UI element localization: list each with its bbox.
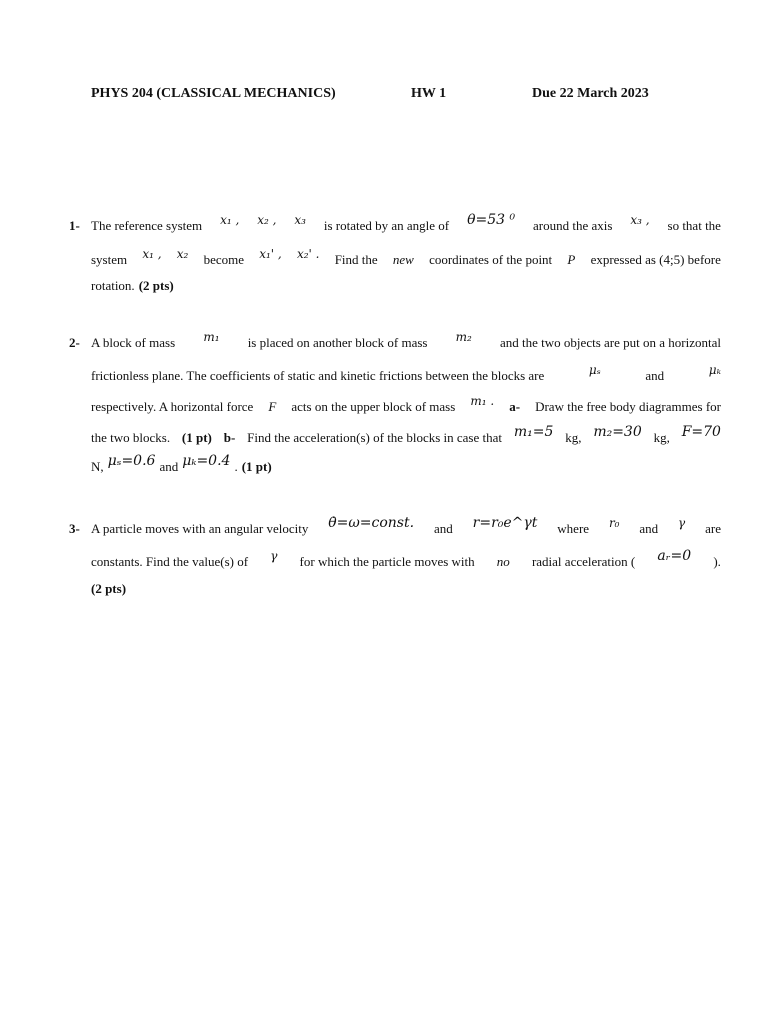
text: N, [91,459,104,474]
text: is rotated by an angle of [323,218,450,233]
text: where [557,521,590,536]
text-emphasis: new [392,252,414,267]
text: rotation. [91,278,135,293]
question-number: 2- [69,335,80,350]
math-gamma2: γ [270,549,278,563]
text: around the axis [533,218,613,233]
text-emphasis: F [268,399,277,414]
math-mu-s: μₛ [588,363,601,377]
header-course: PHYS 204 (CLASSICAL MECHANICS) [91,86,336,101]
math-x3: x₃ [294,213,306,227]
math-gamma: γ [678,516,686,530]
math-x2p: x₂' . [296,247,320,261]
text: is placed on another block of mass [247,335,428,350]
text: expressed as (4;5) before [590,252,721,267]
text: radial acceleration ( [531,554,636,569]
header-hw: HW 1 [411,86,447,101]
points: (1 pt) [241,459,272,474]
math-m1b: m₁ . [470,394,495,408]
text: and [645,368,665,383]
text: become [203,252,244,267]
text: and the two objects are put on a horizontal [500,335,721,350]
text: kg, [653,430,670,445]
math-ar: aᵣ=0 [657,548,692,564]
math-theta: θ=53 ⁰ [467,212,516,228]
math-x1: x₁ , [220,213,240,227]
text: ). [713,554,721,569]
text: A block of mass [91,335,176,350]
text: and [639,521,659,536]
question-2 [69,330,721,475]
text: constants. Find the value(s) of [91,554,249,569]
math-m1: m₁ [203,330,220,344]
math-x1b: x₁ , [142,247,162,261]
text: Find the [334,252,378,267]
points: (1 pt) [181,430,212,445]
math-m1-value: m₁=5 [513,424,554,440]
math-mu-k: μₖ [708,363,721,377]
math-mu-s-value: μₛ=0.6 [107,453,156,469]
math-x3b: x₃ , [630,213,650,227]
text: The reference system [91,218,203,233]
text-emphasis: P [567,252,576,267]
math-m2: m₂ [455,330,472,344]
text: Draw the free body diagrammes for [535,399,721,414]
points: (2 pts) [91,581,127,596]
text-emphasis: no [496,554,510,569]
part-a: a- [509,399,521,414]
text: and [433,521,453,536]
text: acts on the upper block of mass [291,399,456,414]
math-omega: θ̇=ω=const. [328,515,415,531]
text: are [705,521,721,536]
text: frictionless plane. The coefficients of static and kinetic frictions between the blocks are [91,368,545,383]
text: so that the [667,218,721,233]
math-x1p: x₁' , [259,247,282,261]
text: Find the acceleration(s) of the blocks in case that [247,430,502,445]
text: coordinates of the point [429,252,553,267]
points: (2 pts) [138,278,174,293]
question-1 [69,212,721,294]
text: system [91,252,128,267]
text: . [234,459,238,474]
question-3 [69,515,721,597]
header-due: Due 22 March 2023 [532,86,649,101]
text: the two blocks. [91,430,171,445]
question-number: 1- [69,218,80,233]
math-m2-value: m₂=30 [593,424,642,440]
math-x2: x₂ , [257,213,277,227]
text: respectively. A horizontal force [91,399,254,414]
question-number: 3- [69,521,80,536]
text: A particle moves with an angular velocity [91,521,309,536]
text: kg, [565,430,582,445]
part-b: b- [223,430,236,445]
math-r: r=r₀e^γt [472,515,538,531]
math-x2b: x₂ [176,247,189,261]
math-r0: r₀ [608,516,620,530]
text: for which the particle moves with [299,554,475,569]
math-f-value: F=70 [681,424,721,440]
math-mu-k-value: μₖ=0.4 [182,453,231,469]
text: and [159,459,179,474]
